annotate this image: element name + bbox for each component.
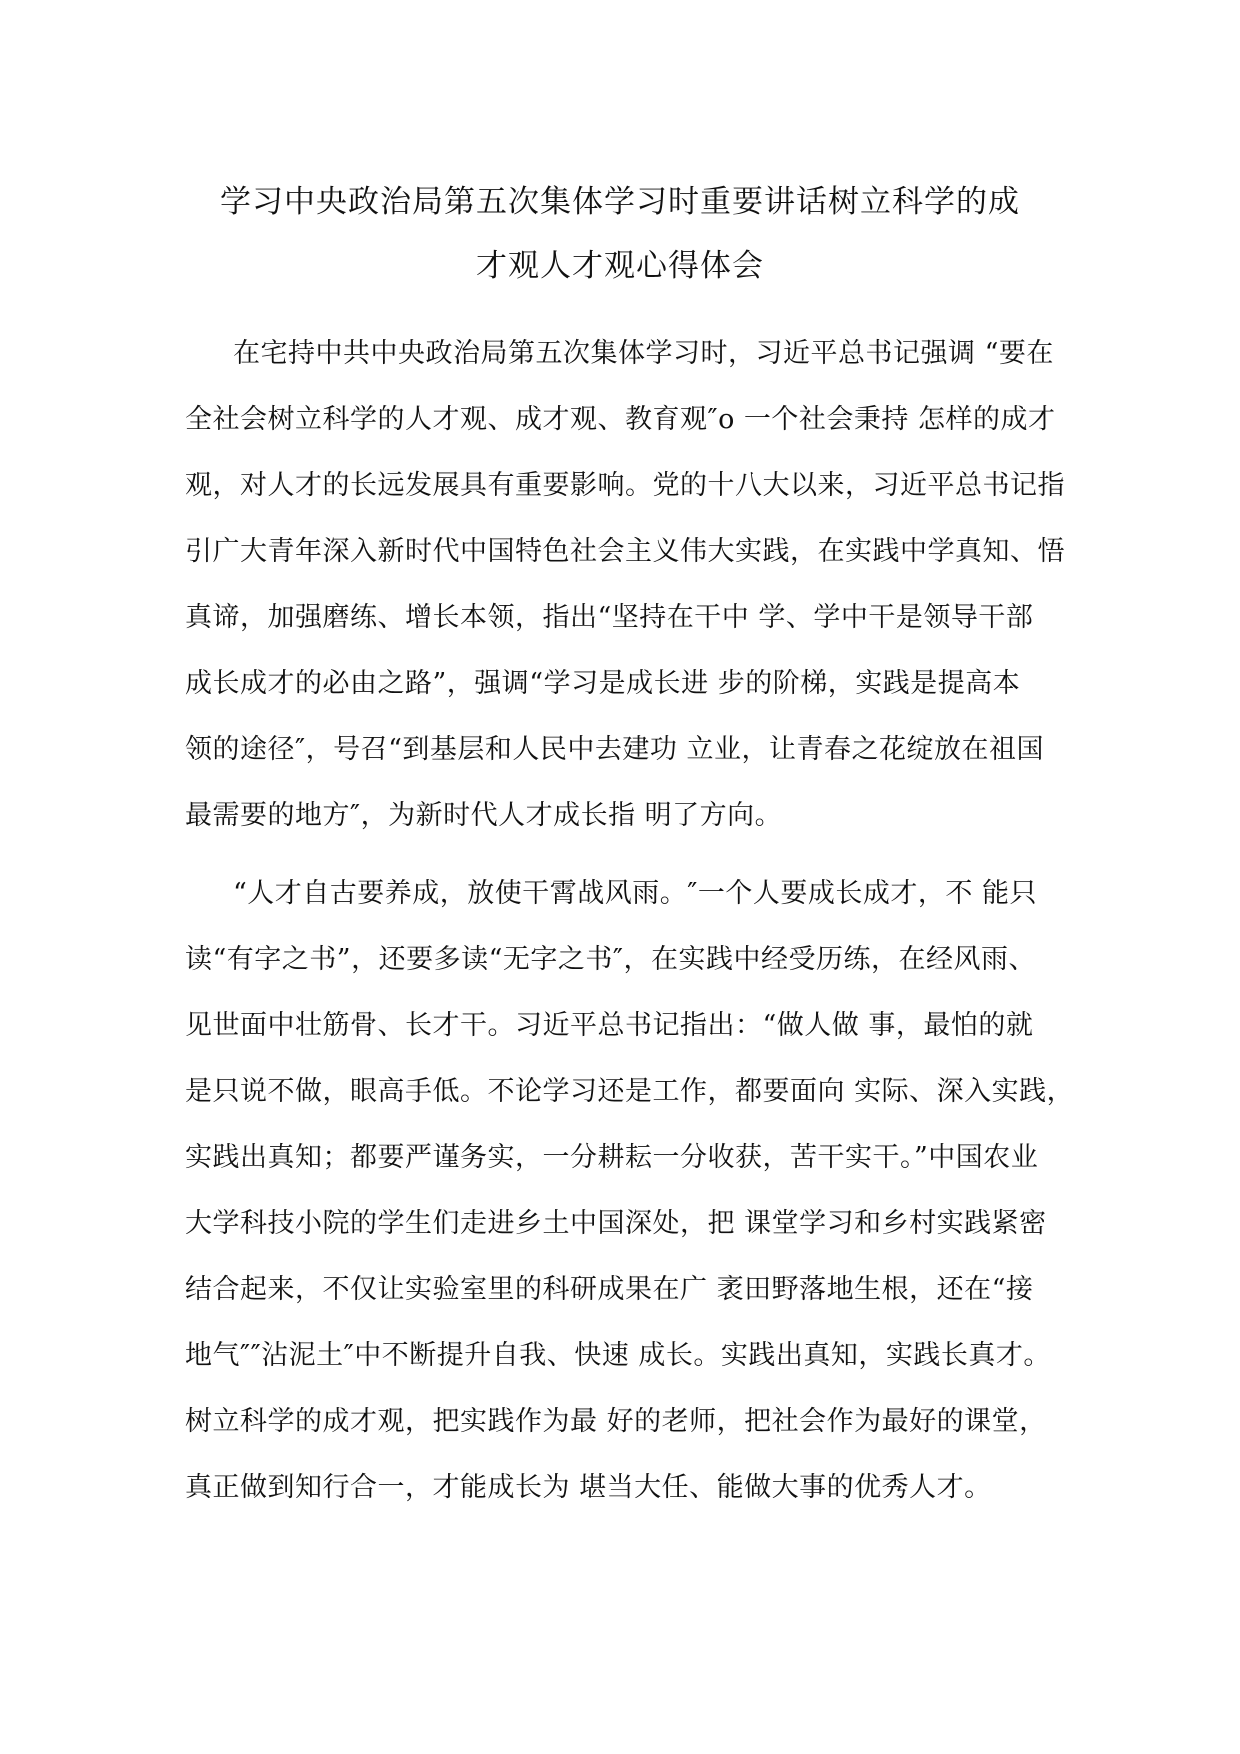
paragraph-line: 实践出真知；都要严谨务实，一分耕耘一分收获，苦干实干。”中国农业 <box>185 1142 1039 1173</box>
paragraph-line: “人才自古要养成，放使干霄战风雨。″一个人要成长成才，不 能只 <box>233 878 1037 909</box>
paragraph-line: 在宅持中共中央政治局第五次集体学习时，习近平总书记强调 “要在 <box>233 338 1054 369</box>
paragraph-line: 地气″″沾泥土″中不断提升自我、快速 成长。实践出真知，实践长真才。 <box>185 1340 1051 1371</box>
paragraph-line: 真谛，加强磨练、增长本领，指出“坚持在干中 学、学中干是领导干部 <box>185 602 1034 633</box>
paragraph-line: 是只说不做，眼高手低。不论学习还是工作，都要面向 实际、深入实践， <box>185 1076 1075 1107</box>
paragraph-line: 读“有字之书”，还要多读“无字之书″，在实践中经受历练，在经风雨、 <box>185 944 1036 975</box>
paragraph-line: 成长成才的必由之路”，强调“学习是成长进 步的阶梯，实践是提高本 <box>185 668 1021 699</box>
paragraph-line: 领的途径″，号召“到基层和人民中去建功 立业，让青春之花绽放在祖国 <box>185 734 1044 765</box>
paragraph-line: 大学科技小院的学生们走进乡土中国深处，把 课堂学习和乡村实践紧密 <box>185 1208 1047 1239</box>
paragraph-line: 结合起来，不仅让实验室里的科研成果在广 袤田野落地生根，还在“接 <box>185 1274 1034 1305</box>
paragraph-line: 真正做到知行合一，才能成长为 堪当大任、能做大事的优秀人才。 <box>185 1472 992 1503</box>
paragraph-line: 全社会树立科学的人才观、成才观、教育观″o 一个社会秉持 怎样的成才 <box>185 404 1056 435</box>
paragraph-line: 最需要的地方″，为新时代人才成长指 明了方向。 <box>185 800 783 831</box>
document-title-line-1: 学习中央政治局第五次集体学习时重要讲话树立科学的成 <box>220 184 1020 220</box>
document-title-line-2: 才观人才观心得体会 <box>476 248 764 284</box>
paragraph-line: 见世面中壮筋骨、长才干。习近平总书记指出：“做人做 事，最怕的就 <box>185 1010 1034 1041</box>
paragraph-line: 树立科学的成才观，把实践作为最 好的老师，把社会作为最好的课堂， <box>185 1406 1047 1437</box>
paragraph-line: 引广大青年深入新时代中国特色社会主义伟大实践，在实践中学真知、悟 <box>185 536 1065 567</box>
paragraph-line: 观，对人才的长远发展具有重要影响。党的十八大以来，习近平总书记指 <box>185 470 1065 501</box>
